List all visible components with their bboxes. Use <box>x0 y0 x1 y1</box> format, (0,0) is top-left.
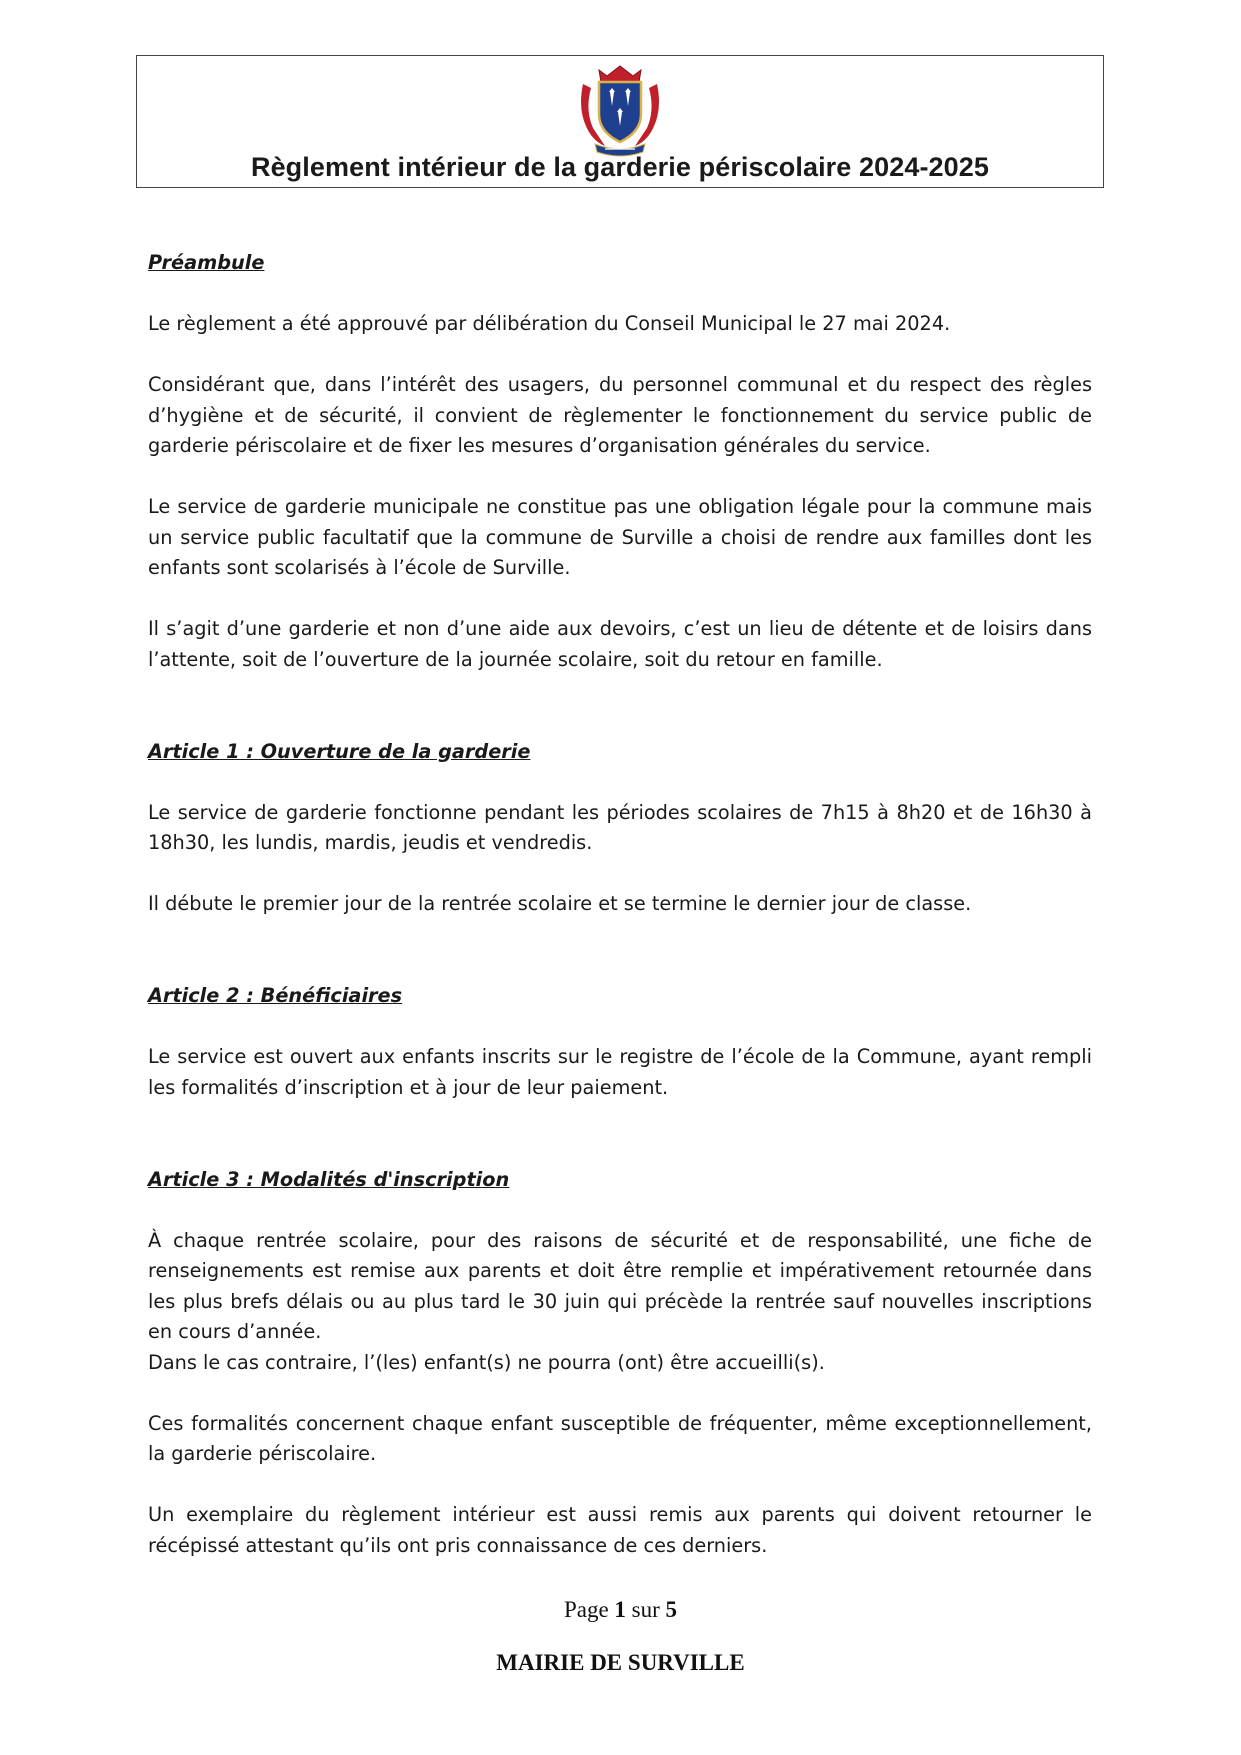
paragraph: Le règlement a été approuvé par délibération du Conseil Municipal le 27 mai 2024. <box>148 312 951 335</box>
page-total: 5 <box>665 1597 678 1622</box>
paragraph: Il s’agit d’une garderie et non d’une aide aux devoirs, c’est un lieu de détente et de loisirs dans l’attente, soit de l’ouverture de la journée scolaire, soit du retour en famille. <box>148 617 1092 671</box>
paragraph: Il débute le premier jour de la rentrée scolaire et se termine le dernier jour de classe. <box>148 892 972 915</box>
document-title: Règlement intérieur de la garderie périscolaire 2024-2025 <box>250 152 990 182</box>
page-sep: sur <box>631 1597 660 1622</box>
page-word: Page <box>563 1597 609 1622</box>
page-current: 1 <box>614 1597 626 1622</box>
paragraph: Dans le cas contraire, l’(les) enfant(s) ne pourra (ont) être accueilli(s). <box>148 1350 825 1374</box>
section-heading-article-1: Article 1 : Ouverture de la garderie <box>148 739 531 763</box>
document-header <box>136 55 1104 188</box>
document-body <box>148 248 1092 1561</box>
paragraph: Le service est ouvert aux enfants inscrits sur le registre de l’école de la Commune, ayant rempli les formalités d’inscription et à jour de leur paiement. <box>148 1045 1092 1099</box>
section-heading-article-3: Article 3 : Modalités d'inscription <box>148 1167 510 1191</box>
paragraph: Considérant que, dans l’intérêt des usagers, du personnel communal et du respect des règles d’hygiène et de sécurité, il convient de règlementer le fonctionnement du service public de garderie périscolaire et de fixer les mesures d’organisation générales du service. <box>148 373 1092 457</box>
paragraph: Le service de garderie municipale ne constitue pas une obligation légale pour la commune mais un service public facultatif que la commune de Surville a choisi de rendre aux familles dont les enfants sont scolarisés à l’école de Surville. <box>148 495 1092 579</box>
footer-mairie: MAIRIE DE SURVILLE <box>496 1650 745 1675</box>
page-number <box>0 1597 1241 1623</box>
section-heading-article-2: Article 2 : Bénéficiaires <box>148 984 403 1007</box>
municipal-coat-of-arms-icon <box>575 62 665 158</box>
paragraph: Ces formalités concernent chaque enfant susceptible de fréquenter, même exceptionnellement, la garderie périscolaire. <box>148 1411 1092 1465</box>
section-heading-preambule: Préambule <box>148 251 265 274</box>
paragraph: Un exemplaire du règlement intérieur est aussi remis aux parents qui doivent retourner le récépissé attestant qu’ils ont pris connaissance de ces derniers. <box>148 1503 1092 1557</box>
paragraph: À chaque rentrée scolaire, pour des raisons de sécurité et de responsabilité, une fiche de renseignements est remise aux parents et doit être remplie et impérativement retournée dans les plus brefs délais ou au plus tard le 30 juin qui précède la rentrée sauf nouvelles inscriptions en cours d’année. <box>148 1228 1092 1343</box>
paragraph: Le service de garderie fonctionne pendant les périodes scolaires de 7h15 à 8h20 et de 16h30 à 18h30, les lundis, mardis, jeudis et vendredis. <box>148 800 1092 854</box>
